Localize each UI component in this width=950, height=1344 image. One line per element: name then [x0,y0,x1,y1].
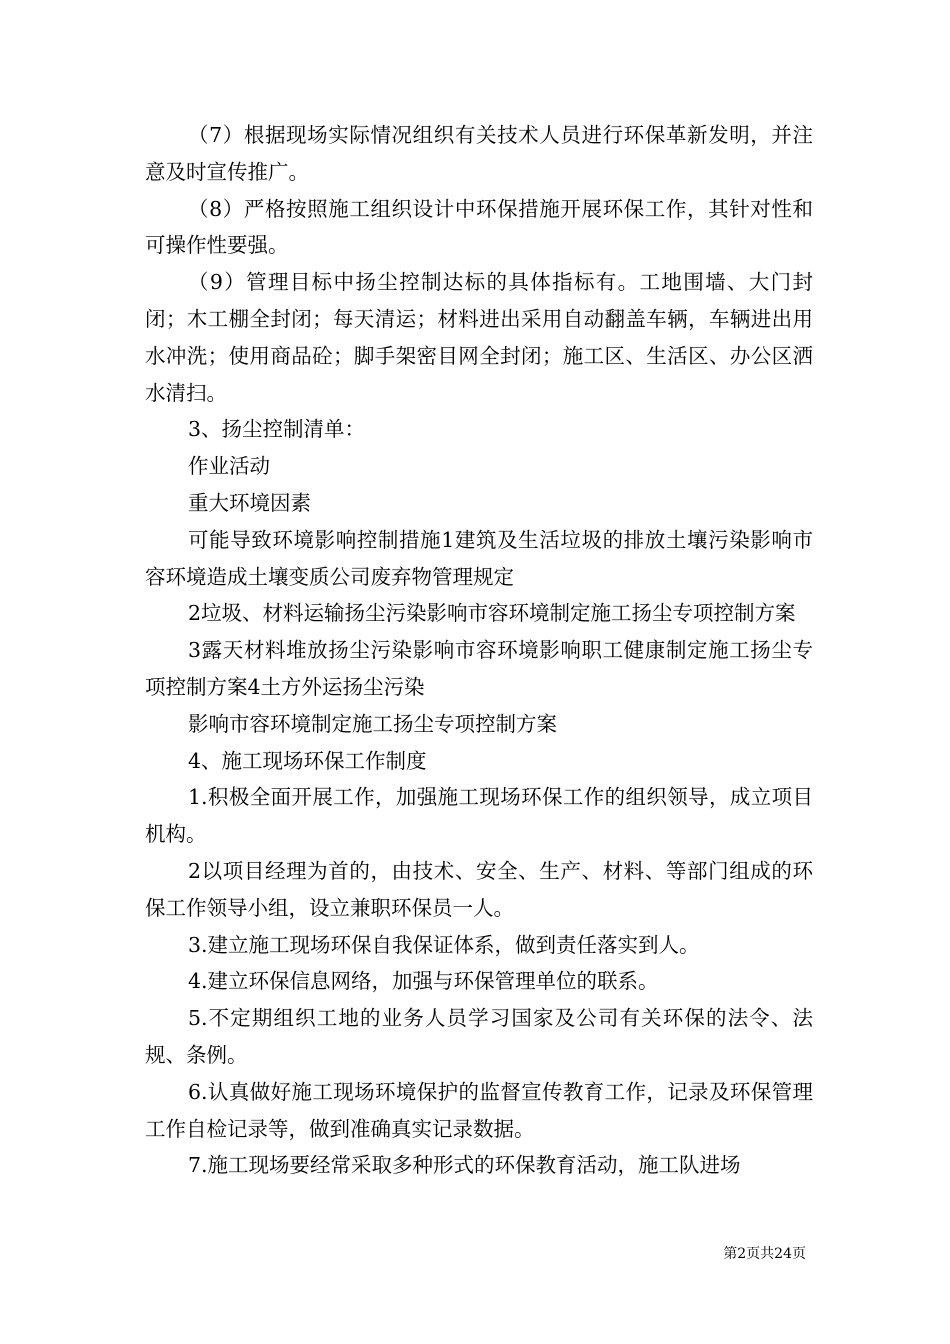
paragraph: 作业活动 [188,454,270,479]
paragraph: （7）根据现场实际情况组织有关技术人员进行环保革新发明，并注意及时宣传推广。 [145,123,813,184]
paragraph: 可能导致环境影响控制措施1建筑及生活垃圾的排放土壤污染影响市容环境造成土壤变质公司废弃物管理规定 [145,527,813,589]
paragraph: 3露天材料堆放扬尘污染影响市容环境影响职工健康制定施工扬尘专项控制方案4土方外运扬尘污染 [145,638,813,699]
paragraph: 2垃圾、材料运输扬尘污染影响市容环境制定施工扬尘专项控制方案 [188,601,796,626]
paragraph: （8）严格按照施工组织设计中环保措施开展环保工作，其针对性和可操作性要强。 [145,196,813,258]
paragraph: （9）管理目标中扬尘控制达标的具体指标有。工地围墙、大门封闭；木工棚全封闭；每天清运；材料进出采用自动翻盖车辆，车辆进出用水冲洗；使用商品砼；脚手架密目网全封闭；施工区、生活区、办公区洒水清扫。 [145,270,813,405]
paragraph: 5.不定期组织工地的业务人员学习国家及公司有关环保的法令、法规、条例。 [145,1006,813,1067]
section-heading: 4、施工现场环保工作制度 [188,748,427,773]
paragraph: 影响市容环境制定施工扬尘专项控制方案 [188,711,557,736]
paragraph: 2以项目经理为首的，由技术、安全、生产、材料、等部门组成的环保工作领导小组，设立兼职环保员一人。 [145,858,813,920]
document-body [145,117,813,1184]
paragraph: 3.建立施工现场环保自我保证体系，做到责任落实到人。 [188,932,700,957]
paragraph: 4.建立环保信息网络，加强与环保管理单位的联系。 [188,969,659,994]
paragraph: 重大环境因素 [188,490,311,515]
page-number-footer: 第2页共24页 [723,1246,806,1262]
paragraph: 7.施工现场要经常采取多种形式的环保教育活动，施工队进场 [188,1153,741,1178]
section-heading: 3、扬尘控制清单： [188,417,366,442]
paragraph: 1.积极全面开展工作，加强施工现场环保工作的组织领导，成立项目机构。 [145,785,813,847]
paragraph: 6.认真做好施工现场环境保护的监督宣传教育工作，记录及环保管理工作自检记录等，做到准确真实记录数据。 [145,1079,813,1141]
